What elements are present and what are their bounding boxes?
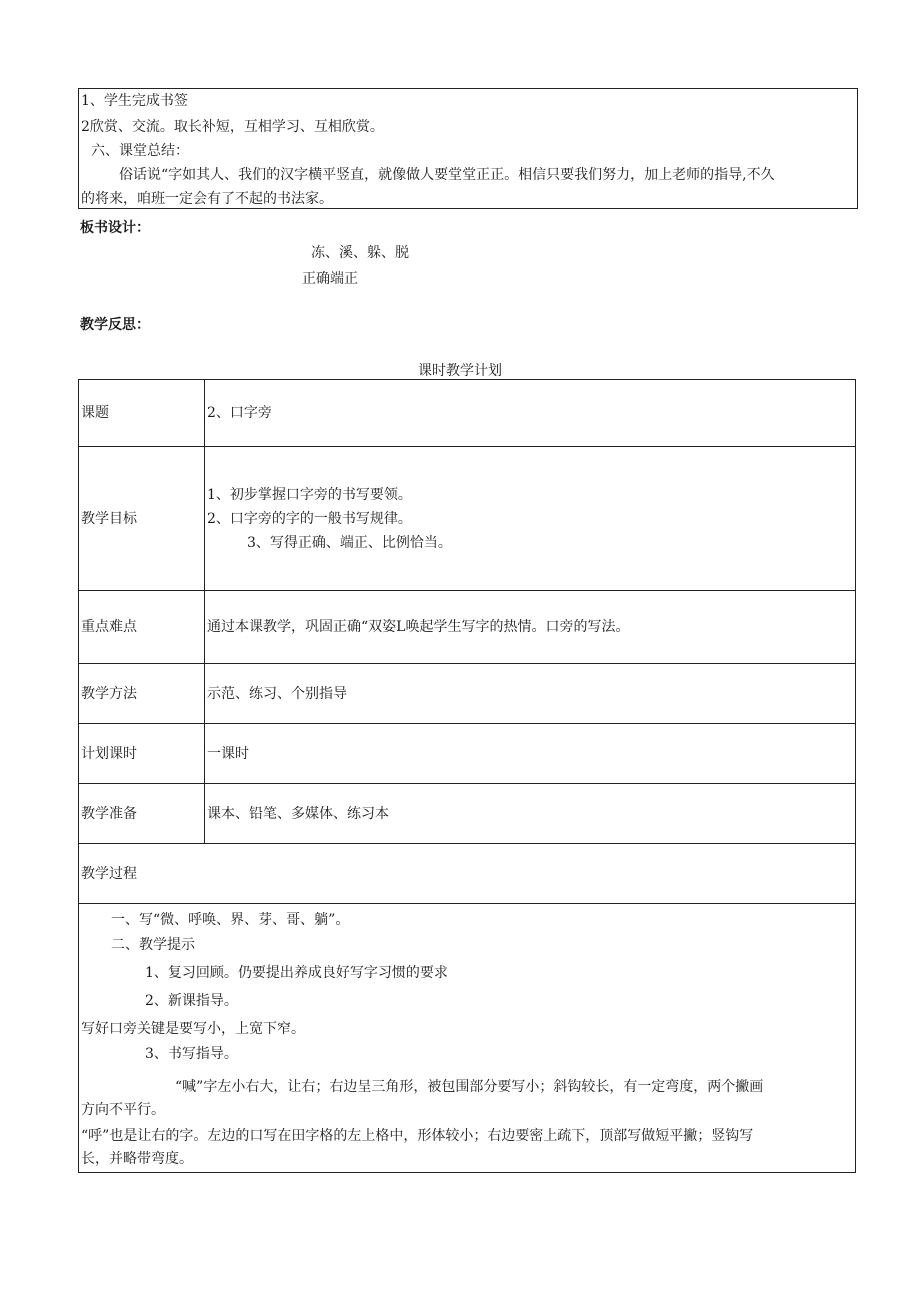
summary-box — [78, 88, 858, 209]
process-line: “呼”也是让右的字。左边的口写在田字格的左上格中，形体较小；右边要密上疏下，顶部写做短平撇；竖钩写 — [81, 1128, 754, 1144]
board-heading: 板书设计： — [80, 220, 150, 236]
summary-line-4: 俗话说“字如其人、我们的汉字横平竖直，就像做人要堂堂正正。相信只要我们努力，加上老师的指导,不久 — [119, 167, 775, 183]
plan-title: 课时教学计划 — [418, 363, 502, 379]
table-row — [79, 380, 856, 447]
board-line-2: 正确端正 — [302, 271, 358, 287]
key-value: 通过本课教学，巩固正确“双姿L唤起学生写字的热情。口旁的写法。 — [205, 591, 856, 664]
lesson-plan-table — [78, 379, 856, 1173]
process-label: 教学过程 — [79, 844, 856, 904]
table-row — [79, 664, 856, 724]
table-row — [79, 724, 856, 784]
key-label: 重点难点 — [79, 591, 205, 664]
method-label: 教学方法 — [79, 664, 205, 724]
table-row — [79, 904, 856, 1173]
goals-label: 教学目标 — [79, 447, 205, 591]
process-line: 3、书写指导。 — [145, 1046, 238, 1062]
method-value: 示范、练习、个别指导 — [205, 664, 856, 724]
summary-line-3: 六、课堂总结： — [91, 143, 189, 159]
table-row — [79, 591, 856, 664]
process-line: 写好口旁关键是要写小，上宽下窄。 — [81, 1021, 305, 1037]
summary-line-2: 2欣赏、交流。取长补短，互相学习、互相欣赏。 — [81, 119, 384, 135]
reflection-heading: 教学反思： — [80, 317, 150, 333]
topic-value: 2、口字旁 — [205, 380, 856, 447]
goal-item: 1、初步掌握口字旁的书写要领。 — [207, 486, 412, 503]
hours-value: 一课时 — [205, 724, 856, 784]
process-line: 二、教学提示 — [111, 937, 195, 953]
table-row — [79, 447, 856, 591]
process-line: 一、写“微、呼唤、界、芽、哥、躺”。 — [111, 912, 350, 928]
board-line-1: 冻、溪、躲、脱 — [311, 245, 409, 261]
hours-label: 计划课时 — [79, 724, 205, 784]
summary-line-1: 1、学生完成书签 — [81, 93, 188, 109]
topic-label: 课题 — [79, 380, 205, 447]
summary-line-5: 的将来，咱班一定会有了不起的书法家。 — [81, 191, 333, 207]
process-line: 1、复习回顾。仍要提出养成良好写字习惯的要求 — [145, 965, 448, 981]
process-line: “喊”字左小右大，让右；右边呈三角形，被包围部分要写小；斜钩较长，有一定弯度，两个撇画 — [175, 1079, 764, 1095]
process-line: 长，并略带弯度。 — [81, 1151, 193, 1167]
goals-value — [205, 447, 856, 591]
process-line: 方向不平行。 — [81, 1102, 165, 1118]
process-line: 2、新课指导。 — [145, 993, 238, 1009]
table-row — [79, 844, 856, 904]
prep-value: 课本、铅笔、多媒体、练习本 — [205, 784, 856, 844]
process-content — [79, 904, 856, 1173]
prep-label: 教学准备 — [79, 784, 205, 844]
goal-item: 2、口字旁的字的一般书写规律。 — [207, 510, 412, 527]
table-row — [79, 784, 856, 844]
goal-item: 3、写得正确、端正、比例恰当。 — [247, 534, 452, 551]
